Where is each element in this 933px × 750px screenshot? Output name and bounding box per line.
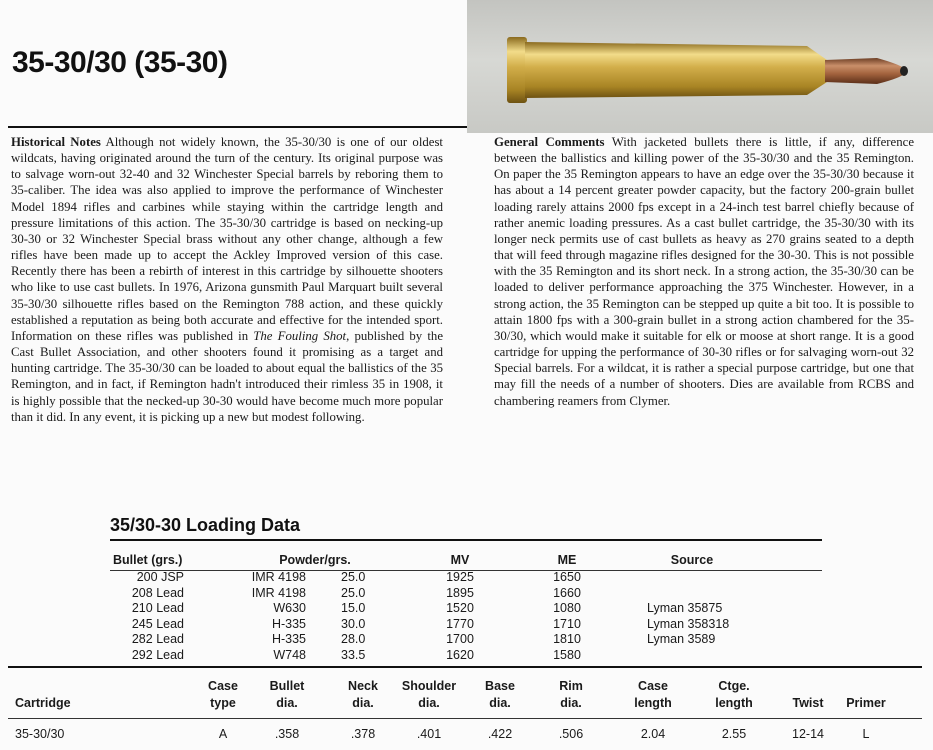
cartridge-row-cell: .378: [350, 727, 376, 741]
loading-header-powder: Powder/grs.: [279, 553, 351, 567]
loading-row-me: 1080: [553, 601, 581, 616]
cartridge-row-cell: L: [862, 727, 870, 741]
cartridge-header-bottom: dia.: [352, 696, 374, 710]
cartridge-header-bottom: Twist: [792, 696, 824, 710]
loading-row-me: 1650: [553, 570, 581, 584]
loading-row-grains: 33.5: [341, 648, 366, 662]
general-comments-text: With jacketed bullets there is little, if any, difference between the ballistics and killing power of the 35-30/30 and the 35 Remington. On paper the 35 Remington appears to have an edge over the 35-30/30 because it has about a 14 percent greater powder capacity, but the factory 200-grain bullet loading rarely attains 2000 fps except in a 24-inch test barrel chiefly because of rather anemic loading pressures. As a cast bullet cartridge, the 35-30/30 with its longer neck permits use of cast bullets as heavy as 270 grains seated to a depth that will feed through magazine rifles designed for the 30-30. This is not possible with the 35 Remington and its short neck. In a strong action, the 35-30/30 can be loaded to deliver performance approaching the 375 Winchester. However, in a strong action, the 35 Remington can be stepped up quite a bit too. It is possible to attain 1800 fps with a 300-grain bullet in a strong action chambered for the 35-30/30, which would make it suitable for elk or moose at short range. It is a good cartridge for upping the performance of 30-30 rifles or for salvaging worn-out 32 Special barrels. For a wildcat, it is rather a special purpose cartridge, but one that may fill the needs of a number of shooters. Dies are available from RCBS and chambering reamers from Clymer.: [494, 135, 914, 408]
loading-row-source: Lyman 358318: [647, 616, 730, 631]
cartridge-header-top: Rim: [559, 679, 583, 693]
cartridge-header-bottom: dia.: [560, 696, 582, 710]
loading-header-me: ME: [557, 553, 577, 567]
cartridge-row-cell: 12-14: [792, 727, 824, 741]
cartridge-header-bottom: dia.: [489, 696, 511, 710]
loading-row-me: 1580: [553, 648, 581, 662]
loading-row-grains: 25.0: [341, 570, 366, 584]
bullet-tip: [900, 66, 908, 76]
loading-row-mv: 1520: [446, 601, 474, 616]
loading-row-source: Lyman 35875: [647, 601, 723, 616]
cartridge-row-cell: .401: [416, 727, 442, 741]
cartridge-header-top: Shoulder: [401, 679, 457, 693]
publication-title: The Fouling Shot: [253, 328, 347, 343]
historical-notes: [11, 134, 443, 425]
cartridge-header-bottom: length: [715, 696, 753, 710]
loading-header-bullet: Bullet (grs.): [113, 553, 183, 567]
cartridge-row-cell: A: [218, 727, 228, 741]
cartridge-header-bottom: type: [210, 696, 236, 710]
cartridge-row-cell: .422: [487, 727, 513, 741]
loading-row-me: 1660: [553, 585, 581, 600]
cartridge-table-header-rule: [8, 718, 922, 719]
cartridge-header-bottom: Cartridge: [15, 696, 71, 710]
loading-row-me: 1710: [553, 616, 581, 631]
loading-header-source: Source: [670, 553, 714, 567]
cartridge-case: [525, 42, 827, 98]
cartridge-header-bottom: dia.: [276, 696, 298, 710]
loading-row-powder: H-335: [271, 616, 306, 631]
cartridge-rim: [507, 37, 527, 103]
cartridge-header-bottom: length: [634, 696, 672, 710]
loading-row-source: Lyman 3589: [647, 632, 716, 647]
loading-row-mv: 1925: [446, 570, 474, 584]
cartridge-header-top: Ctge.: [718, 679, 750, 693]
loading-row-bullet: 282 Lead: [131, 632, 184, 647]
loading-row-grains: 25.0: [341, 585, 366, 600]
cartridge-header-bottom: dia.: [418, 696, 440, 710]
loading-row-powder: W630: [273, 601, 306, 616]
loading-row-mv: 1620: [446, 648, 474, 662]
loading-row-bullet: 210 Lead: [131, 601, 184, 616]
cartridge-header-top: Bullet: [269, 679, 305, 693]
cartridge-row-cell: 2.55: [721, 727, 747, 741]
loading-row-powder: W748: [273, 648, 306, 662]
loading-row-me: 1810: [553, 632, 581, 647]
cartridge-header-top: Base: [485, 679, 515, 693]
cartridge-row-cell: .358: [274, 727, 300, 741]
loading-row-mv: 1700: [446, 632, 474, 647]
cartridge-bullet: [825, 58, 907, 84]
general-comments-heading: General Comments: [494, 135, 605, 149]
loading-row-bullet: 292 Lead: [131, 648, 184, 662]
cartridge-header-top: Case: [638, 679, 668, 693]
loading-row-mv: 1770: [446, 616, 474, 631]
cartridge-row-cell: 35-30/30: [15, 727, 65, 741]
loading-row-grains: 15.0: [341, 601, 366, 616]
cartridge-header-top: Case: [208, 679, 238, 693]
loading-row-grains: 30.0: [341, 616, 366, 631]
loading-row-mv: 1895: [446, 585, 474, 600]
historical-notes-text: Although not widely known, the 35-30/30 is one of our oldest wildcats, having originated around the turn of the century. Its original purpose was to salvage worn-out 32-40 and 32 Winchester Special barrels by reboring them to 35-caliber. The idea was also applied to improve the performance of Winchester Model 1894 rifles and carbines while staying within the cartridge length and pressure limitations of this action. The 35-30/30 cartridge is based on necking-up 30-30 or 32 Winchester Special brass without any other change, although a few rifles have been made up to accept the Ackley Improved version of this case. Recently there has been a rebirth of interest in this cartridge by silhouette shooters who like to use cast bullets. In 1976, Arizona gunsmith Paul Marquart built several 35-30/30 silhouette rifles based on the Remington 788 action, and these quickly established a reputation as being both accurate and effective for the intended sport. Information on these rifles was published in: [11, 135, 443, 343]
cartridge-header-top: Neck: [348, 679, 378, 693]
loading-data-title: 35/30-30 Loading Data: [110, 515, 301, 535]
cartridge-table-top-rule: [8, 666, 922, 668]
title-rule: [8, 126, 468, 128]
cartridge-row-cell: .506: [558, 727, 584, 741]
loading-row-powder: IMR 4198: [251, 570, 306, 584]
loading-row-bullet: 200 JSP: [136, 570, 184, 584]
loading-row-bullet: 208 Lead: [131, 585, 184, 600]
cartridge-header-bottom: Primer: [846, 696, 886, 710]
loading-row-powder: IMR 4198: [251, 585, 306, 600]
loading-header-mv: MV: [450, 553, 470, 567]
loading-row-powder: H-335: [271, 632, 306, 647]
cartridge-row-cell: 2.04: [640, 727, 666, 741]
general-comments: [494, 134, 914, 409]
cartridge-photo: [467, 0, 933, 133]
historical-notes-heading: Historical Notes: [11, 135, 101, 149]
page-title: 35-30/30 (35-30): [12, 46, 228, 79]
loading-row-grains: 28.0: [341, 632, 366, 647]
loading-row-bullet: 245 Lead: [131, 616, 184, 631]
historical-notes-text-2: , published by the Cast Bullet Association, and other shooters found it promising as a target and hunting cartridge. The 35-30/30 can be loaded to about equal the ballistics of the 35 Remington, and in fact, if Remington hadn't introduced their rimless 35 in 1908, it is highly possible that the necked-up 30-30 would have become much more popular than it did. In any event, it is picking up a new but modest following.: [11, 328, 443, 424]
